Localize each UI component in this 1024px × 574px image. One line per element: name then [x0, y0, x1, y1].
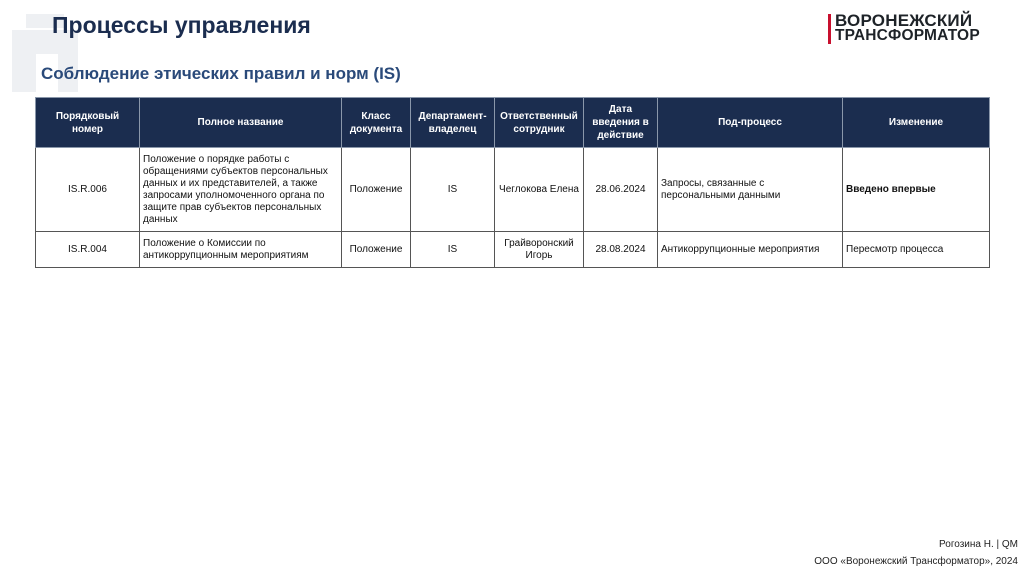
logo-line-2: ТРАНСФОРМАТОР	[835, 27, 980, 44]
cell-change: Введено впервые	[843, 148, 990, 232]
table-row	[36, 232, 990, 268]
footer-author: Рогозина Н. | QM	[939, 539, 1018, 550]
col-header-subprocess: Под-процесс	[658, 98, 843, 148]
cell-date: 28.06.2024	[584, 148, 658, 232]
table-row	[36, 148, 990, 232]
col-header-doc-class: Класс документа	[342, 98, 411, 148]
logo-line-1: ВОРОНЕЖСКИЙ	[835, 11, 973, 30]
cell-name: Положение о порядке работы с обращениями субъектов персональных данных и их представителей, а также запросами уполномоченного органа по защите прав субъектов персональных данных	[140, 148, 342, 232]
company-logo	[828, 11, 1010, 44]
cell-number: IS.R.006	[36, 148, 140, 232]
cell-department: IS	[411, 232, 495, 268]
cell-responsible: Чеглокова Елена	[495, 148, 584, 232]
footer	[814, 536, 1018, 570]
col-header-date: Дата введения в действие	[584, 98, 658, 148]
cell-department: IS	[411, 148, 495, 232]
page-subtitle: Соблюдение этических правил и норм (IS)	[41, 64, 401, 83]
cell-doc-class: Положение	[342, 148, 411, 232]
cell-doc-class: Положение	[342, 232, 411, 268]
cell-subprocess: Антикоррупционные мероприятия	[658, 232, 843, 268]
footer-company: ООО «Воронежский Трансформатор», 2024	[814, 556, 1018, 567]
col-header-name: Полное название	[140, 98, 342, 148]
cell-date: 28.08.2024	[584, 232, 658, 268]
page-title: Процессы управления	[52, 12, 311, 38]
cell-responsible: Грайворонский Игорь	[495, 232, 584, 268]
documents-table	[35, 97, 990, 268]
cell-number: IS.R.004	[36, 232, 140, 268]
col-header-responsible: Ответственный сотрудник	[495, 98, 584, 148]
cell-name: Положение о Комиссии по антикоррупционным мероприятиям	[140, 232, 342, 268]
logo-accent-bar	[828, 14, 831, 44]
col-header-department: Департамент-владелец	[411, 98, 495, 148]
col-header-change: Изменение	[843, 98, 990, 148]
table-header-row	[36, 98, 990, 148]
cell-change: Пересмотр процесса	[843, 232, 990, 268]
cell-subprocess: Запросы, связанные с персональными данными	[658, 148, 843, 232]
col-header-number: Порядковый номер	[36, 98, 140, 148]
